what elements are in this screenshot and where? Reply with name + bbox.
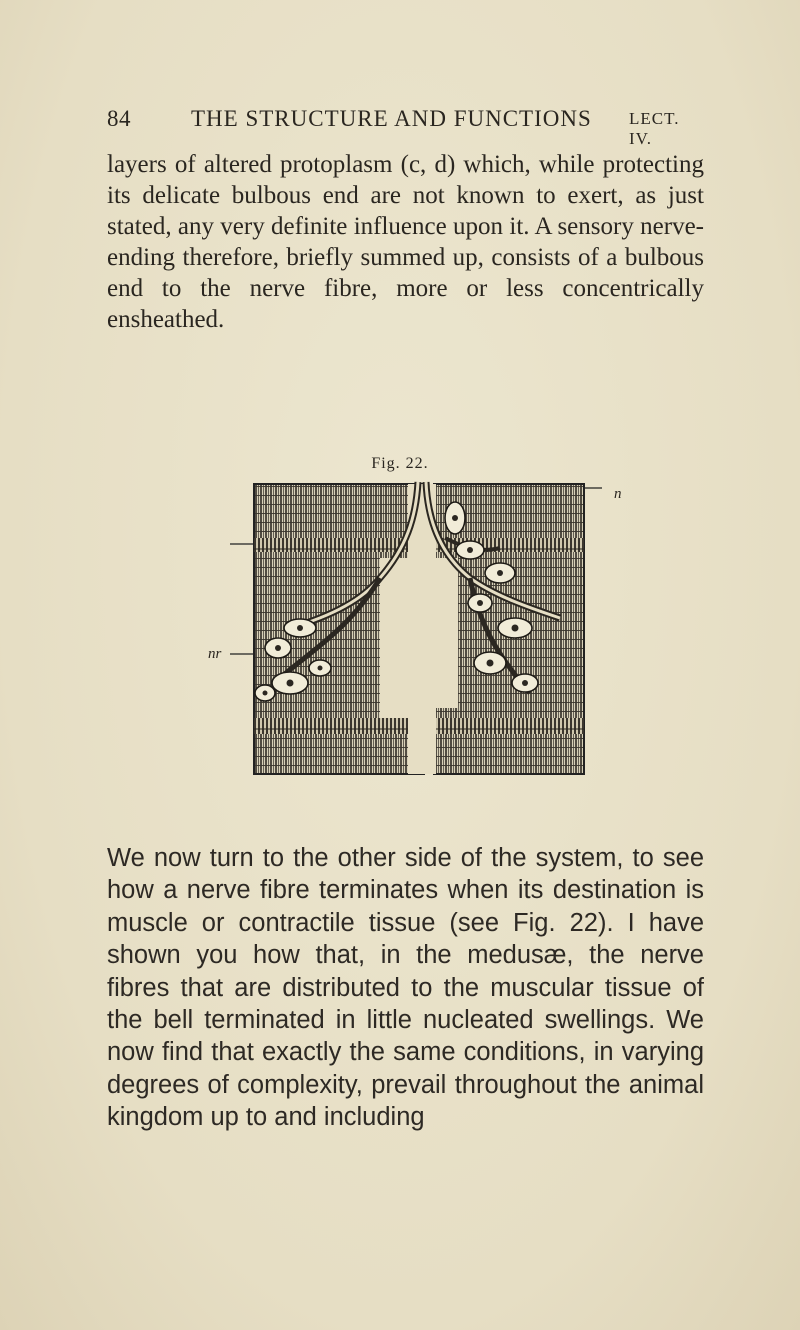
running-head — [107, 106, 707, 148]
figure-caption: Fig. 22. — [371, 455, 429, 472]
running-title: THE STRUCTURE AND FUNCTIONS — [191, 106, 592, 131]
figure-label-nr: nr — [208, 646, 222, 662]
page-number: 84 — [107, 106, 131, 131]
figure-label-n: n — [614, 486, 622, 502]
paragraph-1: layers of altered protoplasm (c, d) which, while protecting its delicate bulbous end are not known to exert, as just stated, any very definite influence upon it. A sensory nerve-ending therefore, briefly summed up, consists of a bulbous end to the nerve fibre, more or less concentrically ensheathed. — [107, 151, 704, 333]
figure-illustration — [230, 478, 610, 780]
lecture-number: LECT. IV. — [629, 109, 680, 148]
paragraph-2: We now turn to the other side of the system, to see how a nerve fibre terminates when its destination is muscle or contractile tissue (see Fig. 22). I have shown you how that, in the medusæ, the nerve fibres that are distributed to the muscular tissue of the bell terminated in little nucleated swellings. We now find that exactly the same conditions, in varying degrees of complexity, prevail throughout the animal kingdom up to and including — [107, 844, 704, 1132]
